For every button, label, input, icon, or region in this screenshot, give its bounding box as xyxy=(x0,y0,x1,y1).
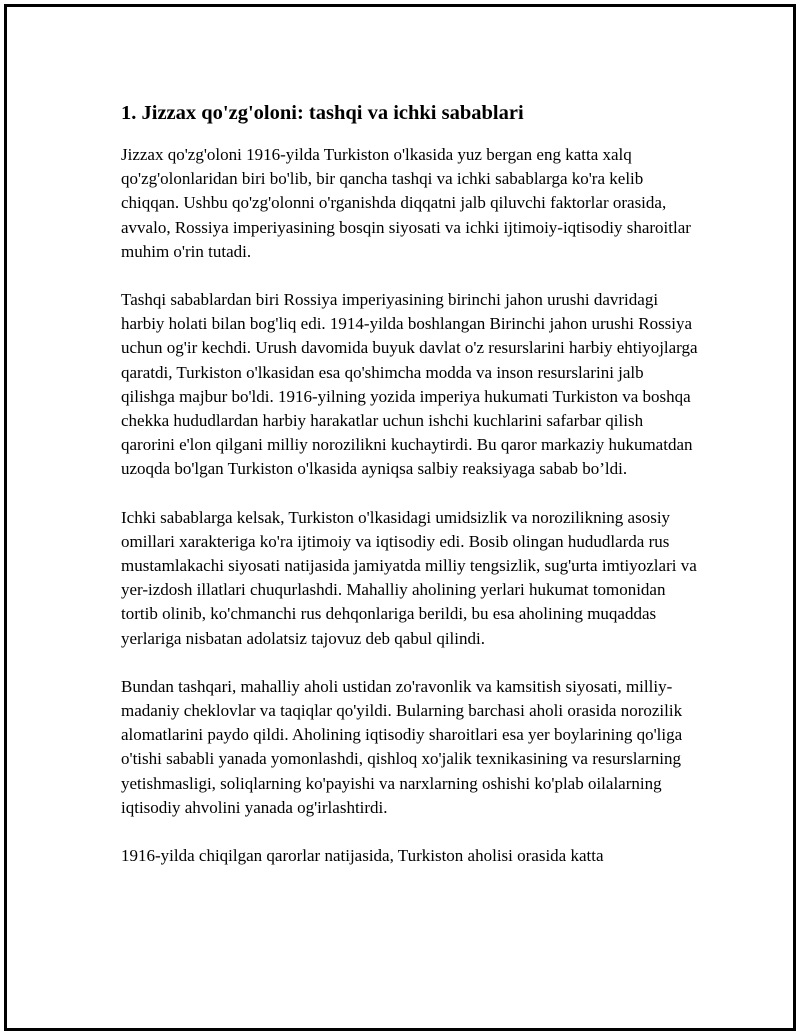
document-body xyxy=(121,100,701,892)
page-frame xyxy=(4,4,796,1031)
paragraph-internal-causes: Ichki sabablarga kelsak, Turkiston o'lkasidagi umidsizlik va norozilikning asosiy omillari xarakteriga ko'ra ijtimoiy va iqtisodiy edi. Bosib olingan hududlarda rus mustamlakachi siyosati natijasida jamiyatda milliy tengsizlik, sug'urta imtiyozlari va yer-izdosh illatlari chuqurlashdi. Mahalliy aholining yerlari hukumat tomonidan tortib olinib, ko'chmanchi rus dehqonlariga berildi, bu esa aholining muqaddas yerlariga nisbatan adolatsiz tajovuz deb qabul qilindi. xyxy=(121,507,697,648)
paragraph-oppression: Bundan tashqari, mahalliy aholi ustidan zo'ravonlik va kamsitish siyosati, milliy-madaniy cheklovlar va taqiqlar qo'yildi. Bularning barchasi aholi orasida norozilik alomatlarini paydo qildi. Aholining iqtisodiy sharoitlari esa yer boylarining qo'liga o'tishi sababli yanada yomonlashdi, qishloq xo'jalik texnikasining va resurslarning yetishmasligi, soliqlarning ko'payishi va narxlarning oshishi ko'plab oilalarning iqtisodiy ahvolini yanada og'irlashtirdi. xyxy=(121,676,683,817)
section-heading: 1. Jizzax qo'zg'oloni: tashqi va ichki sabablari xyxy=(121,102,524,124)
paragraph-1916-decisions: 1916-yilda chiqilgan qarorlar natijasida, Turkiston aholisi orasida katta xyxy=(121,846,604,866)
paragraph-intro: Jizzax qo'zg'oloni 1916-yilda Turkiston o'lkasida yuz bergan eng katta xalq qo'zg'olonlaridan biri bo'lib, bir qancha tashqi va ichki sabablarga ko'ra kelib chiqqan. Ushbu qo'zg'olonni o'rganishda diqqatni jalb qiluvchi faktorlar orasida, avvalo, Rossiya imperiyasining bosqin siyosati va ichki ijtimoiy-iqtisodiy sharoitlar muhim o'rin tutadi. xyxy=(121,145,691,261)
paragraph-external-causes: Tashqi sabablardan biri Rossiya imperiyasining birinchi jahon urushi davridagi harbiy holati bilan bog'liq edi. 1914-yilda boshlangan Birinchi jahon urushi Rossiya uchun og'ir kechdi. Urush davomida buyuk davlat o'z resurslarini harbiy ehtiyojlarga qaratdi, Turkiston o'lkasidan esa qo'shimcha modda va inson resurslarini jalb qilishga majbur bo'ldi. 1916-yilning yozida imperiya hukumati Turkiston va boshqa chekka hududlardan harbiy harakatlar uchun ishchi kuchlarini safarbar qilish qarorini e'lon qilgani milliy norozilikni kuchaytirdi. Bu qaror markaziy hukumatdan uzoqda bo'lgan Turkiston o'lkasida ayniqsa salbiy reaksiyaga sabab bo’ldi. xyxy=(121,290,698,479)
